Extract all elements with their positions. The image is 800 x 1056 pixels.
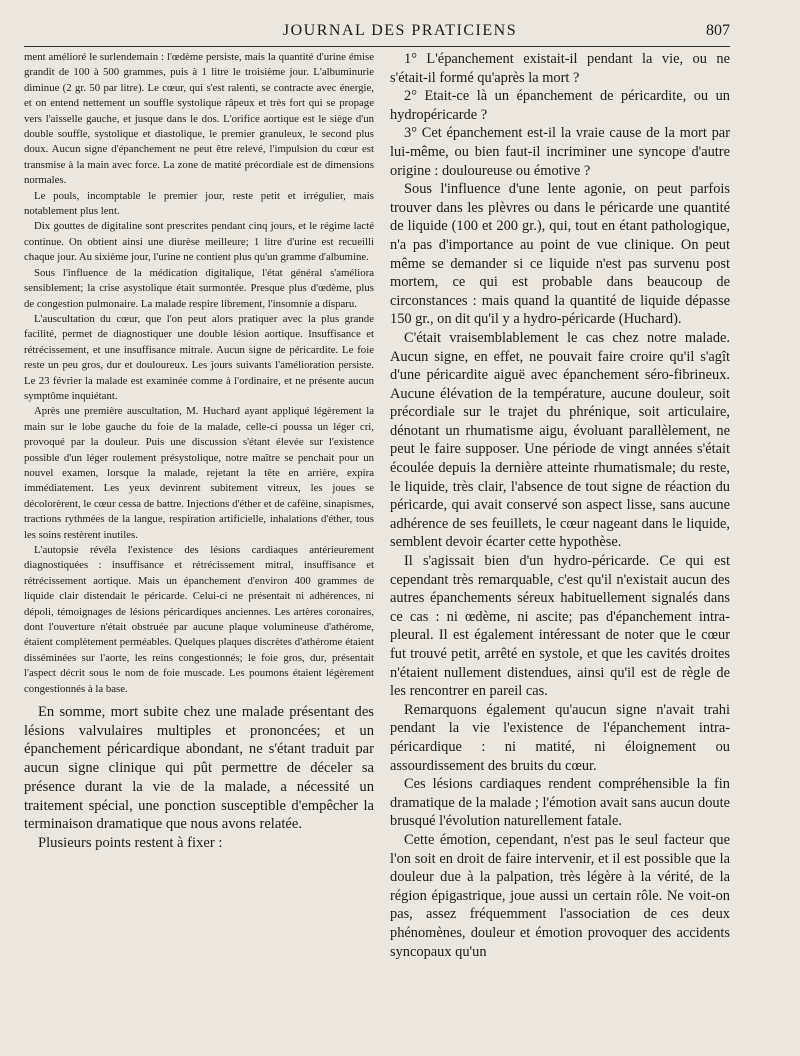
paragraph: 2° Etait-ce là un épanchement de péricardite, ou un hydropéricarde ? <box>390 88 730 123</box>
paragraph: En somme, mort subite chez une malade présentant des lésions valvulaires multiples et prononcées; et un épanchement péricardique abondant, ne s'étant traduit par aucun signe clinique qui pût permettre de déceler sa présence durant la vie de la malade, a nécessité un traitement spécial, une ponction susceptible d'empêcher la terminaison dramatique que nous avons relatée. <box>24 704 374 833</box>
paragraph: Remarquons également qu'aucun signe n'avait trahi pendant la vie l'existence de l'épanchement intra-péricardique : ni matité, ni éloignement ou assourdissement des bruits du cœur. <box>390 701 730 774</box>
paragraph: C'était vraisemblablement le cas chez notre malade. Aucun signe, en effet, ne pouvait faire croire qu'il s'agît d'une péricardite aiguë avec épanchement séro-fibrineux. Aucune élévation de la température, aucune douleur, soit précordiale sur le trajet du phrénique, soit articulaire, dénotant un rhumatisme aigu, évoluant parallèlement, ne peut le faire supposer. Une période de vingt années s'était écoulée depuis la dernière atteinte rhumatismale; du reste, le liquide, très clair, l'absence de tout signe de réaction du péricarde, qui avait conservé son aspect lisse, sans aucune adhérence de ses feuillets, le cœur nageant dans le liquide, semblent devoir écarter cette hypothèse. <box>390 329 730 551</box>
right-column <box>390 50 730 1056</box>
paragraph: L'autopsie révéla l'existence des lésions cardiaques antérieurement diagnostiquées : insuffisance et rétrécissement mitral, insuffisance et rétrécissement aortique. Mais un épanchement d'environ 400 grammes de liquide clair distendait le péricarde. Celui-ci ne présentait ni adhérences, ni dépoli, témoignages de lésions péricardiques anciennes. Les artères coronaires, dont l'ouverture n'était obstruée par aucune plaque volumineuse d'athérome, étaient complètement perméables. Quelques plaques discrètes d'athérome étaient disséminées sur l'aorte, les reins congestionnés; le foie gros, dur, présentait l'aspect décrit sous le nom de foie muscade. Les poumons étaient légèrement congestionnés à la base. <box>24 544 374 695</box>
paragraph: Le pouls, incomptable le premier jour, reste petit et irrégulier, mais notablement plus lent. <box>24 189 374 218</box>
page-number: 807 <box>706 22 730 39</box>
left-column <box>24 50 374 1056</box>
paragraph: L'auscultation du cœur, que l'on peut alors pratiquer avec la plus grande facilité, permet de diagnostiquer une double lésion aortique. Insuffisance et rétrécissement, et une insuffisance mitrale. Aucun signe de péricardite. Le foie reste un peu gros, dur et douloureux. Les jours suivants l'amélioration persiste. Le 23 février la malade est examinée comme à l'ordinaire, et ne présente aucun symptôme inquiétant. <box>24 312 374 402</box>
paragraph: Sous l'influence de la médication digitalique, l'état général s'améliora sensiblement; la crise asystolique était surmontée. Presque plus d'œdème, plus de congestion pulmonaire. La malade respire librement, l'insomnie a disparu. <box>24 266 374 310</box>
paragraph: 3° Cet épanchement est-il la vraie cause de la mort par lui-même, ou bien faut-il incriminer une syncope d'autre origine : douloureuse ou émotive ? <box>390 125 730 179</box>
paragraph: Cette émotion, cependant, n'est pas le seul facteur que l'on soit en droit de faire intervenir, et il est possible que la douleur due à la palpation, très légère à la vérité, de la région épigastrique, joue aussi un certain rôle. Ne voit-on pas, assez fréquemment l'association de ces deux phénomènes, douleur et émotion provoquer des accidents syncopaux qu'un <box>390 831 730 960</box>
paragraph: Plusieurs points restent à fixer : <box>38 834 223 851</box>
discussion-text <box>24 703 374 853</box>
paragraph: Sous l'influence d'une lente agonie, on peut parfois trouver dans les plèvres ou dans le péricarde une quantité de liquide (100 et 200 gr.), qui, tout en étant pathologique, n'a pas d'importance au point de vue clinique. On peut même se demander si ce liquide n'est pas survenu post mortem, ce qui est probable dans beaucoup de circonstances : mais quand la quantité de liquide dépasse 150 gr., on dit qu'il y a hydro-péricarde (Huchard). <box>390 181 730 328</box>
discussion-text-continued <box>390 50 730 961</box>
paragraph: Dix gouttes de digitaline sont prescrites pendant cinq jours, et le régime lacté continue. On obtient ainsi une diurèse meilleure; 1 litre d'urine est recueilli chaque jour. Au sixième jour, l'urine ne contient plus qu'un gramme d'albumine. <box>24 220 374 264</box>
paragraph: Ces lésions cardiaques rendent compréhensible la fin dramatique de la malade ; l'émotion avait sans aucun doute brusqué l'évolution naturellement fatale. <box>390 776 730 830</box>
paragraph: Il s'agissait bien d'un hydro-péricarde. Ce qui est cependant très remarquable, c'est qu'il n'existait aucun des autres épanchements séreux habituellement signalés dans ce cas : ni œdème, ni ascite; pas d'épanchement intra-pleural. Il est également intéressant de noter que le cœur fut trouvé petit, arrêté en systole, et que les cavités droites n'étaient nullement distendues, ainsi qu'il est de règle de les rencontrer en pareil cas. <box>390 553 730 700</box>
case-report-text <box>24 50 374 697</box>
page-header <box>0 18 800 48</box>
paragraph: ment amélioré le surlendemain : l'œdème persiste, mais la quantité d'urine émise grandit de 100 à 500 grammes, puis à 1 litre le troisième jour. L'albuminurie diminue (2 gr. 50 par litre). Le cœur, qui s'est ralenti, se contracte avec énergie, et on entend nettement un souffle systolique râpeux et très fort qui se propage vers l'aisselle gauche, et jusque dans le dos. L'orifice aortique est le siège d'un double souffle, systolique et diastolique, le premier granuleux, le second plus doux. Aucun signe d'épanchement ne peut être relevé, l'impulsion du cœur est transmise à la main avec force. La zone de matité précordiale est de dimensions normales. <box>24 51 374 187</box>
paragraph: 1° L'épanchement existait-il pendant la vie, ou ne s'était-il formé qu'après la mort ? <box>390 51 730 86</box>
header-rule <box>24 46 730 47</box>
paragraph: Après une première auscultation, M. Huchard ayant appliqué légèrement la main sur le lobe gauche du foie de la malade, celle-ci poussa un léger cri, provoqué par la douleur. Puis une discussion s'étant élevée sur l'existence possible d'un léger roulement présystolique, notre maître se penchait pour un nouvel examen, lorsque la malade, rejetant la tête en arrière, expira immédiatement. Les yeux devinrent subitement vitreux, les joues se décolorèrent, le cœur cessa de battre. Injections d'éther et de caféine, sinapismes, tractions rythmées de la langue, respiration artificielle, inhalations d'éther, tous les soins restèrent inutiles. <box>24 405 374 541</box>
journal-title: JOURNAL DES PRATICIENS <box>282 22 518 39</box>
